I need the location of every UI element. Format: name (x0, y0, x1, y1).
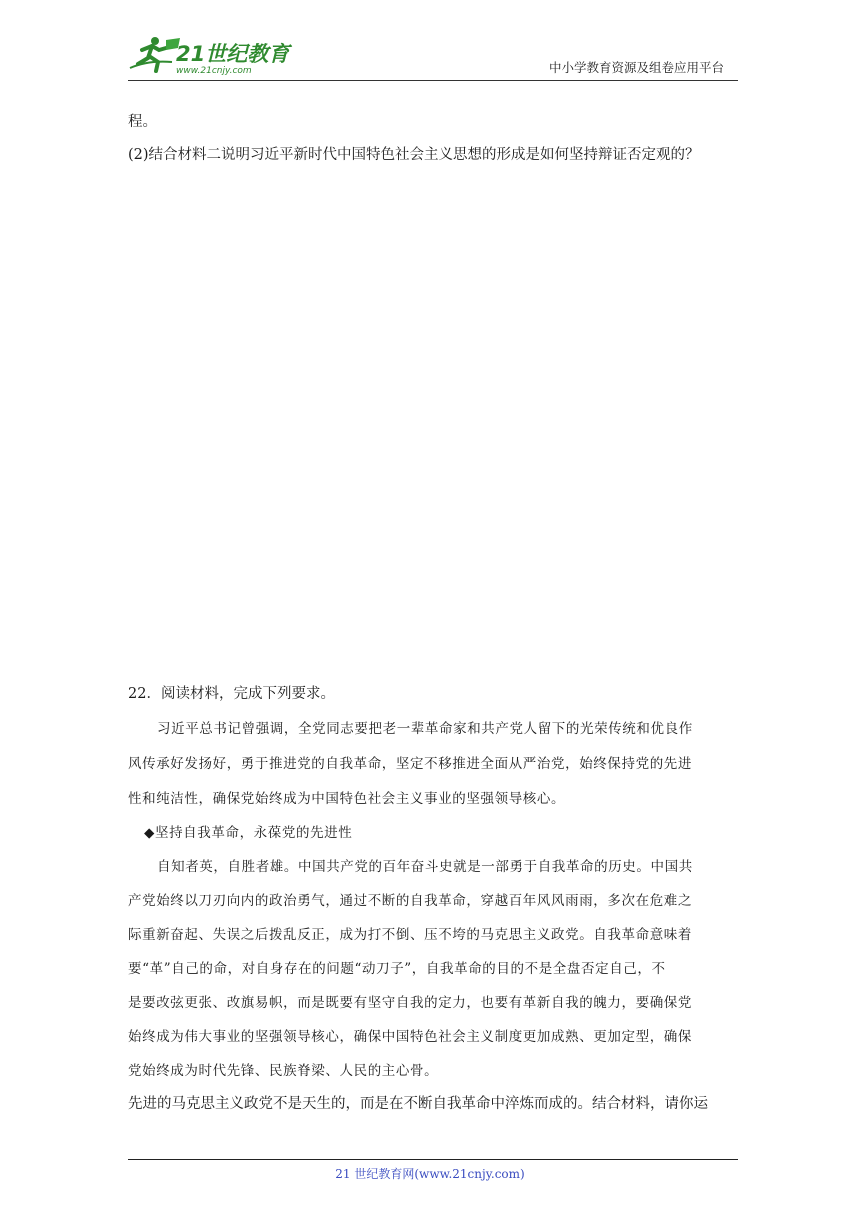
header-platform-text: 中小学教育资源及组卷应用平台 (548, 60, 724, 75)
site-logo (128, 34, 298, 76)
material-line: 产党始终以刀刃向内的政治勇气，通过不断的自我革命，穿越百年风风雨雨，多次在危难之 (128, 893, 692, 909)
question-22-title: 22．阅读材料，完成下列要求。 (128, 686, 335, 702)
material-line: 始终成为伟大事业的坚强领导核心，确保中国特色社会主义制度更加成熟、更加定型，确保 (128, 1029, 692, 1045)
material-line: 际重新奋起、失误之后拨乱反正，成为打不倒、压不垮的马克思主义政党。自我革命意味着 (128, 927, 692, 943)
logo-url-text: www.21cnjy.com (176, 66, 252, 76)
material-line: 风传承好发扬好，勇于推进党的自我革命，坚定不移推进全面从严治党，始终保持党的先进 (128, 756, 692, 772)
page-header (128, 34, 738, 81)
continued-line: 程。 (128, 114, 157, 130)
material-subheading: ◆坚持自我革命，永葆党的先进性 (144, 825, 353, 841)
footer-text[interactable]: 21 世纪教育网(www.21cnjy.com) (335, 1167, 525, 1181)
logo-main-text: 21世纪教育 (176, 42, 290, 66)
material-line: 要“革”自己的命，对自身存在的问题“动刀子”，自我革命的目的不是全盘否定自己，不 (128, 961, 666, 977)
question-prompt-line: 先进的马克思主义政党不是天生的，而是在不断自我革命中淬炼而成的。结合材料，请你运 (128, 1096, 708, 1112)
material-line: 自知者英，自胜者雄。中国共产党的百年奋斗史就是一部勇于自我革命的历史。中国共 (157, 859, 693, 875)
material-line: 性和纯洁性，确保党始终成为中国特色社会主义事业的坚强领导核心。 (128, 791, 566, 807)
material-line: 是要改弦更张、改旗易帜，而是既要有坚守自我的定力，也要有革新自我的魄力，要确保党 (128, 995, 692, 1011)
question-2: (2)结合材料二说明习近平新时代中国特色社会主义思想的形成是如何坚持辩证否定观的？ (128, 147, 700, 163)
footer-divider (128, 1159, 738, 1160)
material-line: 习近平总书记曾强调，全党同志要把老一辈革命家和共产党人留下的光荣传统和优良作 (157, 721, 693, 737)
material-line: 党始终成为时代先锋、民族脊梁、人民的主心骨。 (128, 1063, 439, 1079)
